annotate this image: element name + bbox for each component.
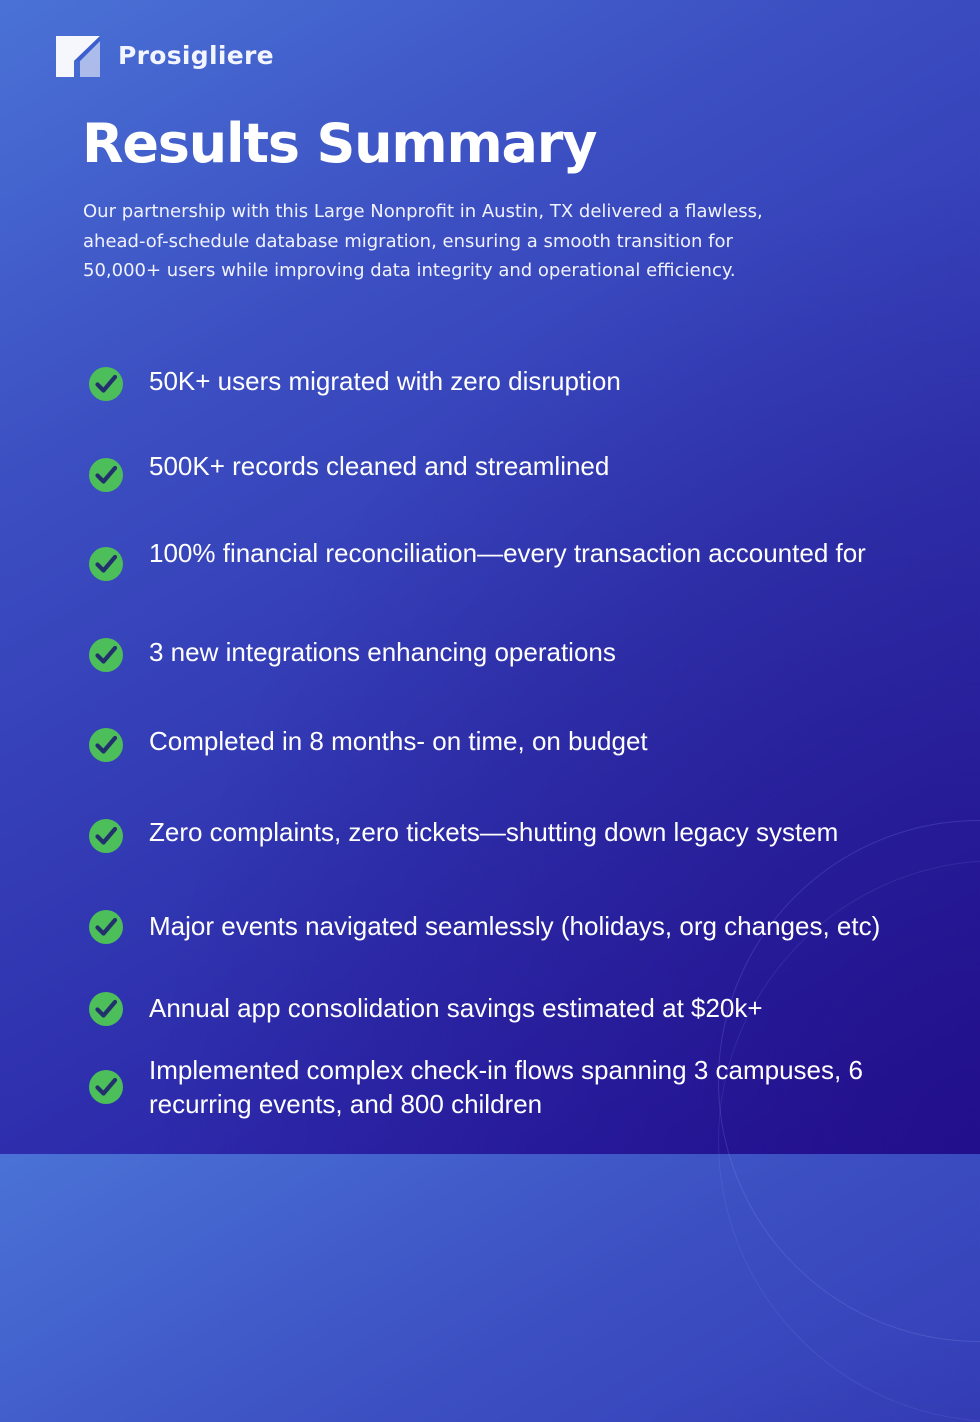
check-circle-icon [88,909,124,945]
page-title: Results Summary [82,112,597,175]
result-item-text: Annual app consolidation savings estimated at $20k+ [149,993,763,1023]
brand-name: Prosigliere [118,40,274,70]
result-item-text: Major events navigated seamlessly (holidays, org changes, etc) [149,911,881,941]
brand-header [54,30,274,80]
result-item-text: 3 new integrations enhancing operations [149,637,616,667]
result-item-text: 100% financial reconciliation—every transaction accounted for [149,538,866,568]
prosigliere-logo-icon [54,31,102,79]
check-circle-icon [88,637,124,673]
result-item-text: Completed in 8 months- on time, on budget [149,726,648,756]
check-circle-icon [88,366,124,402]
intro-paragraph: Our partnership with this Large Nonprofit in Austin, TX delivered a flawless, ahead-of-schedule database migration, ensuring a smooth transition for 50,000+ users while improving data integrity and operational efficiency. [83,201,763,281]
check-circle-icon [88,727,124,763]
check-circle-icon [88,1069,124,1105]
check-circle-icon [88,991,124,1027]
check-circle-icon [88,818,124,854]
result-item-text: Implemented complex check-in flows spanning 3 campuses, 6 recurring events, and 800 children [149,1055,863,1119]
check-circle-icon [88,546,124,582]
result-item-text: Zero complaints, zero tickets—shutting down legacy system [149,817,839,847]
check-circle-icon [88,457,124,493]
result-item-text: 500K+ records cleaned and streamlined [149,451,610,481]
result-item-text: 50K+ users migrated with zero disruption [149,366,621,396]
